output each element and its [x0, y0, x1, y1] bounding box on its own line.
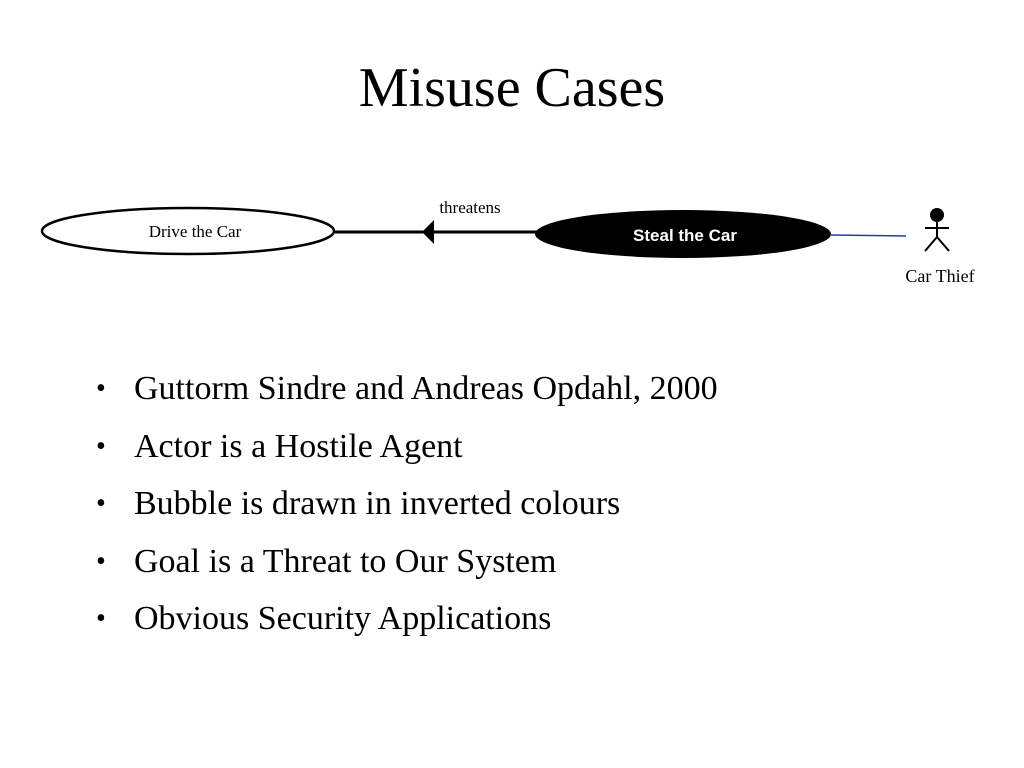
- bullet-icon: •: [96, 545, 106, 577]
- bullet-item: • Guttorm Sindre and Andreas Opdahl, 2000: [96, 362, 718, 420]
- bullet-list: [96, 362, 718, 650]
- misuse-case-diagram: [0, 0, 1024, 320]
- bullet-item: • Bubble is drawn in inverted colours: [96, 477, 718, 535]
- actor-association-line: [830, 235, 906, 236]
- bullet-item: • Actor is a Hostile Agent: [96, 420, 718, 478]
- actor-label: Car Thief: [905, 266, 975, 286]
- use-case-drive-the-car: [42, 208, 334, 254]
- misuse-case-steal-the-car: [535, 210, 831, 258]
- bullet-icon: •: [96, 373, 106, 404]
- arrowhead-icon: [422, 220, 434, 244]
- bullet-icon: •: [96, 603, 106, 634]
- bullet-item: • Goal is a Threat to Our System: [96, 535, 718, 593]
- threatens-relation: [334, 198, 540, 244]
- bullet-icon: •: [96, 488, 106, 519]
- actor-stick-figure-icon: [925, 208, 949, 251]
- relation-label: threatens: [439, 198, 501, 217]
- use-case-label: Drive the Car: [148, 222, 242, 241]
- bullet-icon: •: [96, 430, 106, 462]
- misuse-case-label: Steal the Car: [633, 226, 737, 245]
- bullet-item: • Obvious Security Applications: [96, 592, 718, 650]
- slide-title: Misuse Cases: [358, 57, 666, 119]
